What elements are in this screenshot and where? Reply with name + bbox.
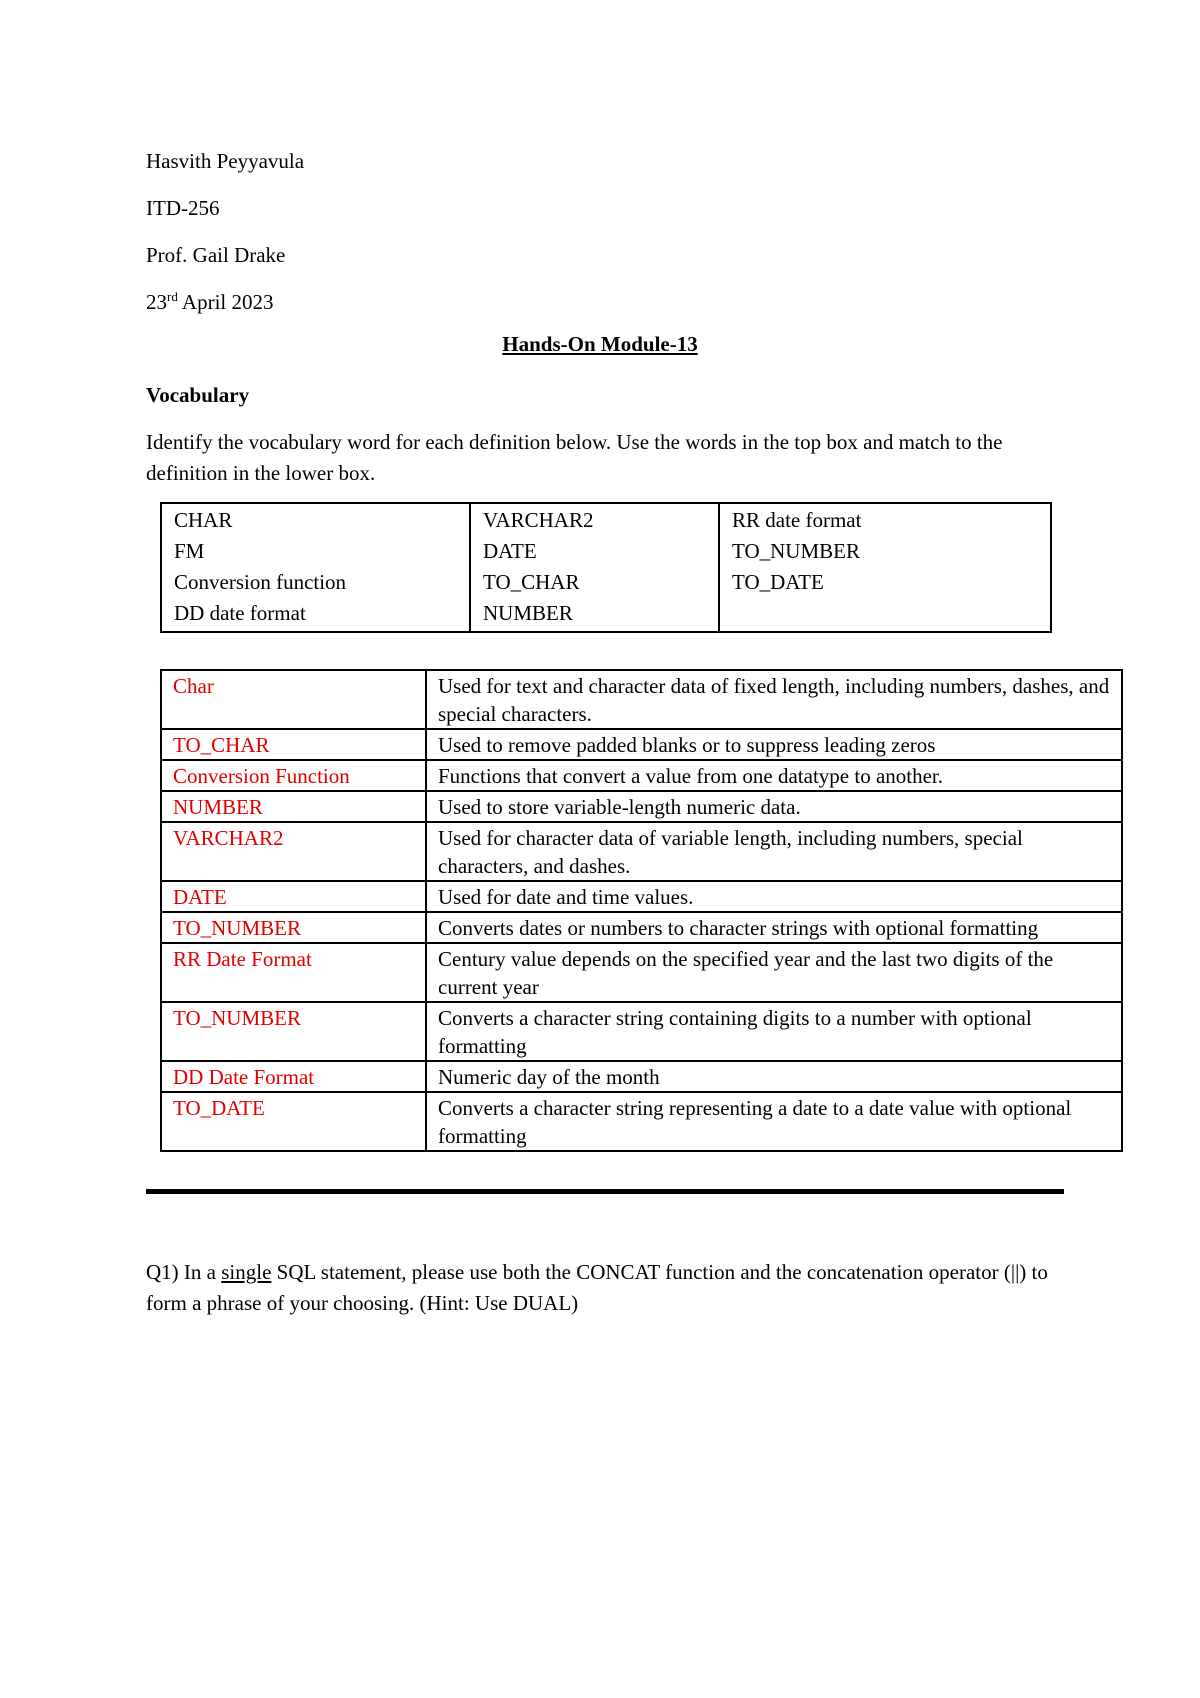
word-box-word: TO_NUMBER [732, 539, 860, 563]
vocabulary-definition: Used for character data of variable length, including numbers, special characters, and dashes. [426, 822, 1122, 881]
word-box-word: NUMBER [483, 601, 573, 625]
word-box-column-3 [719, 503, 1051, 632]
vocabulary-definition: Converts a character string representing a date to a date value with optional formatting [426, 1092, 1122, 1151]
vocabulary-term: TO_NUMBER [161, 1002, 426, 1061]
word-box-column-1 [161, 503, 470, 632]
vocabulary-term: TO_NUMBER [161, 912, 426, 943]
table-row [161, 729, 1122, 760]
vocabulary-term: Conversion Function [161, 760, 426, 791]
question-1-prefix: Q1) In a [146, 1260, 222, 1284]
vocabulary-term: DATE [161, 881, 426, 912]
question-1 [146, 1257, 1076, 1319]
word-box-column-2 [470, 503, 719, 632]
table-row [161, 822, 1122, 881]
date-day: 23 [146, 290, 167, 314]
section-divider [146, 1189, 1064, 1194]
table-row [161, 943, 1122, 1002]
vocabulary-definition: Numeric day of the month [426, 1061, 1122, 1092]
question-1-suffix: SQL statement, please use both the CONCAT function and the concatenation operator (||) to form a phrase of your choosing. (Hint: Use DUAL) [146, 1260, 1048, 1315]
word-box-word: Conversion function [174, 570, 347, 594]
table-row [161, 912, 1122, 943]
table-row [161, 1002, 1122, 1061]
student-name: Hasvith Peyyavula [146, 149, 305, 173]
word-box-word: RR date format [732, 508, 862, 532]
table-row [161, 881, 1122, 912]
vocabulary-definition: Used to store variable-length numeric data. [426, 791, 1122, 822]
date-suffix: rd [167, 289, 178, 304]
vocabulary-term: DD Date Format [161, 1061, 426, 1092]
word-box-word: VARCHAR2 [483, 508, 594, 532]
vocabulary-instructions: Identify the vocabulary word for each definition below. Use the words in the top box and match to the definition in the lower box. [146, 430, 1003, 485]
vocabulary-term: NUMBER [161, 791, 426, 822]
word-box [160, 502, 1052, 633]
table-row [161, 670, 1122, 729]
vocabulary-heading: Vocabulary [146, 383, 250, 407]
word-box-word: TO_CHAR [483, 570, 580, 594]
vocabulary-term: Char [161, 670, 426, 729]
table-row [161, 1092, 1122, 1151]
vocabulary-term: RR Date Format [161, 943, 426, 1002]
vocabulary-definition: Used for text and character data of fixed length, including numbers, dashes, and special characters. [426, 670, 1122, 729]
vocabulary-definition: Used to remove padded blanks or to suppress leading zeros [426, 729, 1122, 760]
table-row [161, 760, 1122, 791]
vocabulary-term: TO_CHAR [161, 729, 426, 760]
vocabulary-definition: Functions that convert a value from one datatype to another. [426, 760, 1122, 791]
word-box-word: DD date format [174, 601, 306, 625]
professor-name: Prof. Gail Drake [146, 243, 286, 267]
vocabulary-definition: Used for date and time values. [426, 881, 1122, 912]
date-rest: April 2023 [177, 290, 274, 314]
table-row [161, 791, 1122, 822]
vocabulary-term: TO_DATE [161, 1092, 426, 1151]
vocabulary-definition: Century value depends on the specified year and the last two digits of the current year [426, 943, 1122, 1002]
page-title: Hands-On Module-13 [502, 332, 698, 356]
vocabulary-definition: Converts a character string containing digits to a number with optional formatting [426, 1002, 1122, 1061]
question-1-emphasis: single [221, 1260, 272, 1284]
word-box-word: TO_DATE [732, 570, 824, 594]
vocabulary-term: VARCHAR2 [161, 822, 426, 881]
course-code: ITD-256 [146, 196, 220, 220]
word-box-word: FM [174, 539, 205, 563]
vocabulary-definition: Converts dates or numbers to character strings with optional formatting [426, 912, 1122, 943]
table-row [161, 1061, 1122, 1092]
word-box-word: DATE [483, 539, 537, 563]
word-box-word: CHAR [174, 508, 233, 532]
submission-date [146, 287, 274, 317]
definitions-table [160, 669, 1123, 1152]
